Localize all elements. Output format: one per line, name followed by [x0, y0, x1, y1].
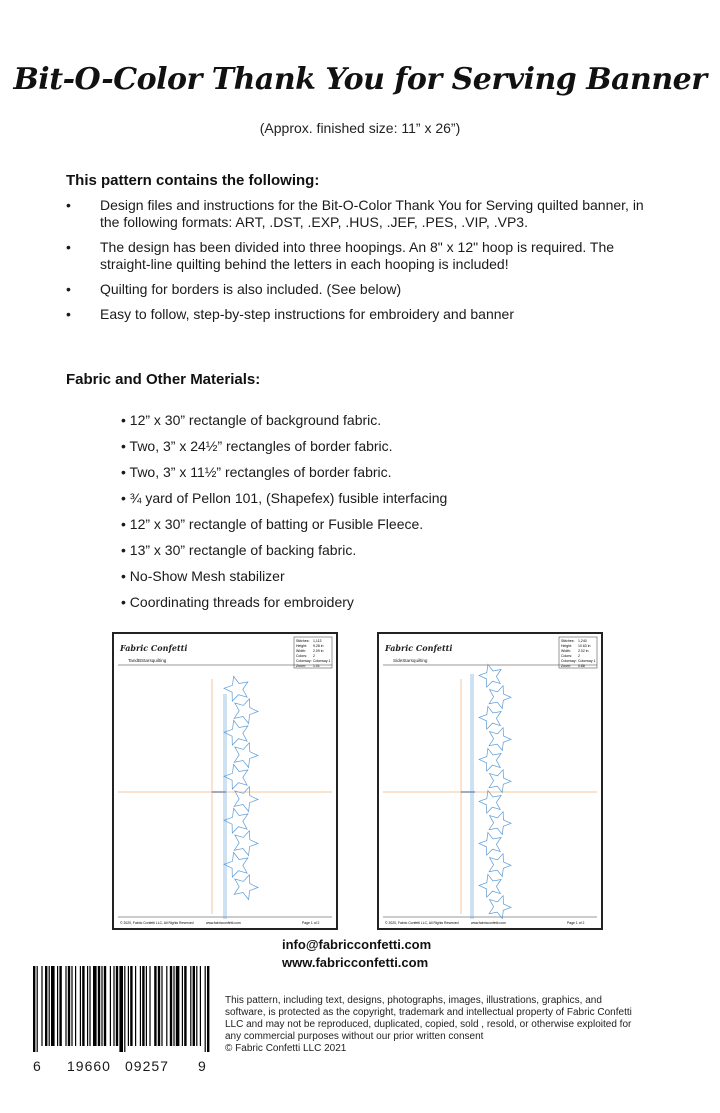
barcode-bar [140, 966, 141, 1046]
barcode-bar [51, 966, 55, 1046]
barcode-bar [128, 966, 129, 1046]
info-label: Zoom: [561, 664, 571, 668]
footer-website: www.fabricconfetti.com [471, 921, 506, 925]
star-outline [479, 790, 501, 813]
star-outline [489, 770, 511, 793]
barcode-bar [68, 966, 70, 1046]
star-outline [234, 831, 258, 856]
barcode-bar [146, 966, 147, 1046]
star-outline [489, 812, 511, 835]
info-box [294, 637, 332, 668]
barcode-bar [71, 966, 72, 1046]
info-label: Colors: [296, 654, 308, 658]
info-label: Colorway: [296, 659, 312, 663]
design-thumbnail-1 [112, 632, 338, 930]
star-outline [479, 832, 501, 855]
star-outline [489, 728, 511, 751]
barcode-bar [75, 966, 76, 1046]
upc-digit-group: 6 [33, 1058, 42, 1074]
barcode-bar [130, 966, 132, 1046]
barcode-bar [200, 966, 201, 1046]
info-label: Height: [561, 644, 573, 648]
barcode-bar [101, 966, 102, 1046]
barcode-bar [80, 966, 81, 1046]
barcode-bar [196, 966, 197, 1046]
info-value: 2 [313, 654, 315, 658]
star-outline [224, 720, 248, 745]
barcode-bar [45, 966, 47, 1046]
info-label: Width: [296, 649, 306, 653]
list-item: • 12” x 30” rectangle of background fabric. [121, 412, 382, 428]
star-outline [489, 686, 511, 709]
design-preview [114, 634, 336, 928]
barcode-bar [161, 966, 162, 1046]
info-label: Colorway: [561, 659, 577, 663]
info-label: Height: [296, 644, 308, 648]
list-item: • Two, 3” x 11½” rectangles of border fabric. [121, 464, 392, 480]
info-value: 0.88 [578, 664, 585, 668]
barcode-bar [93, 966, 97, 1046]
info-label: Stitches: [561, 639, 575, 643]
list-item-text: Easy to follow, step-by-step instructions for embroidery and banner [100, 306, 514, 322]
upc-digit-group: 9 [198, 1058, 207, 1074]
design-name: TandBStarsquilting [128, 658, 167, 663]
footer-copyright: © 2020, Fabric Confetti LLC, All Rights Reserved [120, 921, 194, 925]
footer-copyright: © 2020, Fabric Confetti LLC, All Rights Reserved [385, 921, 459, 925]
barcode-bar [119, 966, 123, 1052]
footer-page: Page 1 of 2 [302, 921, 320, 925]
list-item: • 13” x 30” rectangle of backing fabric. [121, 542, 357, 558]
barcode-bar [98, 966, 100, 1046]
info-value: Colorway 1 [578, 659, 596, 663]
page-title: Bit-O-Color Thank You for Serving Banner [13, 62, 707, 97]
barcode-bar [110, 966, 111, 1046]
bullet: • [66, 239, 71, 255]
list-item-text: Quilting for borders is also included. (See below) [100, 281, 402, 297]
star-outline [234, 699, 258, 724]
info-value: 1,240 [578, 639, 587, 643]
info-label: Colors: [561, 654, 573, 658]
info-value: 2 [578, 654, 580, 658]
list-item [66, 281, 666, 298]
legal-notice [225, 995, 645, 1055]
upc-digit-group: 19660 [67, 1058, 111, 1074]
barcode-bar [170, 966, 172, 1046]
barcode-bar [33, 966, 35, 1052]
barcode-bar [37, 966, 38, 1052]
star-quilting-column [479, 664, 511, 918]
barcode-bar [135, 966, 136, 1046]
star-outline [479, 706, 501, 729]
list-item-text: The design has been divided into three hoopings. An 8" x 12" hoop is required. The straight-line quilting behind the letters in each hooping is included! [100, 239, 615, 272]
barcode-bar [193, 966, 195, 1046]
bullet: • [66, 306, 71, 322]
brand-logo: Fabric Confetti [120, 643, 188, 653]
design-name: SideStarsquilting [393, 658, 428, 663]
star-outline [224, 852, 248, 877]
barcode-bar [82, 966, 84, 1046]
star-outline [489, 896, 511, 919]
star-outline [234, 875, 258, 900]
barcode-bar [113, 966, 114, 1046]
barcode-bar [176, 966, 180, 1046]
barcode-bar [205, 966, 206, 1052]
barcode-bar [149, 966, 150, 1046]
star-outline [224, 676, 248, 701]
list-item: • Two, 3” x 24½” rectangles of border fabric. [121, 438, 393, 454]
list-item [66, 306, 666, 323]
materials-list [121, 412, 641, 620]
barcode-bar [154, 966, 156, 1046]
barcode-bar [87, 966, 88, 1046]
footer-website: www.fabricconfetti.com [206, 921, 241, 925]
barcode-bar [59, 966, 61, 1046]
barcode-bar [89, 966, 90, 1046]
barcode-bar [182, 966, 183, 1046]
info-value: 2.09 in [313, 649, 324, 653]
barcode-bar [124, 966, 125, 1052]
list-item: • 12” x 30” rectangle of batting or Fusible Fleece. [121, 516, 424, 532]
upc-barcode [31, 966, 211, 1052]
list-item-text: Design files and instructions for the Bit-O-Color Thank You for Serving quilted banner, in the following formats: ART, .DST, .EXP, .HUS, .JEF, .PES, .VIP, .VP3. [100, 197, 644, 230]
copyright-line: © Fabric Confetti LLC 2021 [225, 1043, 347, 1054]
barcode-bar [158, 966, 160, 1046]
star-outline [224, 764, 248, 789]
barcode-bar [142, 966, 144, 1046]
info-value: 10.63 in [578, 644, 591, 648]
barcode-bar [49, 966, 50, 1046]
info-label: Stitches: [296, 639, 310, 643]
info-box [559, 637, 597, 668]
barcode-bar [57, 966, 58, 1046]
barcode-bar [116, 966, 118, 1046]
info-label: Zoom: [296, 664, 306, 668]
star-outline [479, 748, 501, 771]
list-item: • No-Show Mesh stabilizer [121, 568, 285, 584]
info-value: 1.01 [313, 664, 320, 668]
contact-website[interactable]: www.fabricconfetti.com [282, 955, 429, 970]
info-value: 9.28 in [313, 644, 324, 648]
bullet: • [66, 197, 71, 213]
barcode-bar [173, 966, 174, 1046]
barcode-bar [184, 966, 186, 1046]
brand-logo: Fabric Confetti [385, 643, 453, 653]
star-outline [224, 808, 248, 833]
bullet: • [66, 281, 71, 297]
copyright-notice: This pattern, including text, designs, photographs, images, illustrations, graphics, and software, is protected as the copyright, trademark and intellectual property of Fabric Confetti LLC and may not be reproduced, duplicated, copied, sold , resold, or otherwise exploited for any commercial purposes without our prior written consent [225, 995, 632, 1042]
barcode-bar [207, 966, 209, 1052]
list-item [66, 239, 666, 273]
contact-email[interactable]: info@fabricconfetti.com [282, 937, 432, 952]
info-value: 2.02 in [578, 649, 589, 653]
info-value: Colorway 1 [313, 659, 331, 663]
contains-list [66, 197, 666, 331]
barcode-bar [104, 966, 106, 1046]
star-outline [489, 854, 511, 877]
list-item: • ¾ yard of Pellon 101, (Shapefex) fusible interfacing [121, 490, 448, 506]
barcode-bar [166, 966, 167, 1046]
upc-digit-group: 09257 [125, 1058, 169, 1074]
star-outline [234, 743, 258, 768]
footer-page: Page 1 of 2 [567, 921, 585, 925]
finished-size: (Approx. finished size: 11” x 26”) [259, 120, 461, 136]
contains-heading: This pattern contains the following: [66, 172, 320, 189]
design-thumbnail-2 [377, 632, 603, 930]
list-item [66, 197, 666, 231]
info-value: 1,113 [313, 639, 322, 643]
barcode-bar [65, 966, 66, 1046]
star-outline [479, 664, 501, 687]
star-outline [234, 787, 258, 812]
design-preview [379, 634, 601, 928]
star-outline [479, 874, 501, 897]
materials-heading: Fabric and Other Materials: [66, 371, 261, 388]
info-label: Width: [561, 649, 571, 653]
barcode-bar [41, 966, 42, 1046]
list-item: • Coordinating threads for embroidery [121, 594, 354, 610]
star-quilting-column [224, 676, 258, 899]
barcode-bar [190, 966, 191, 1046]
